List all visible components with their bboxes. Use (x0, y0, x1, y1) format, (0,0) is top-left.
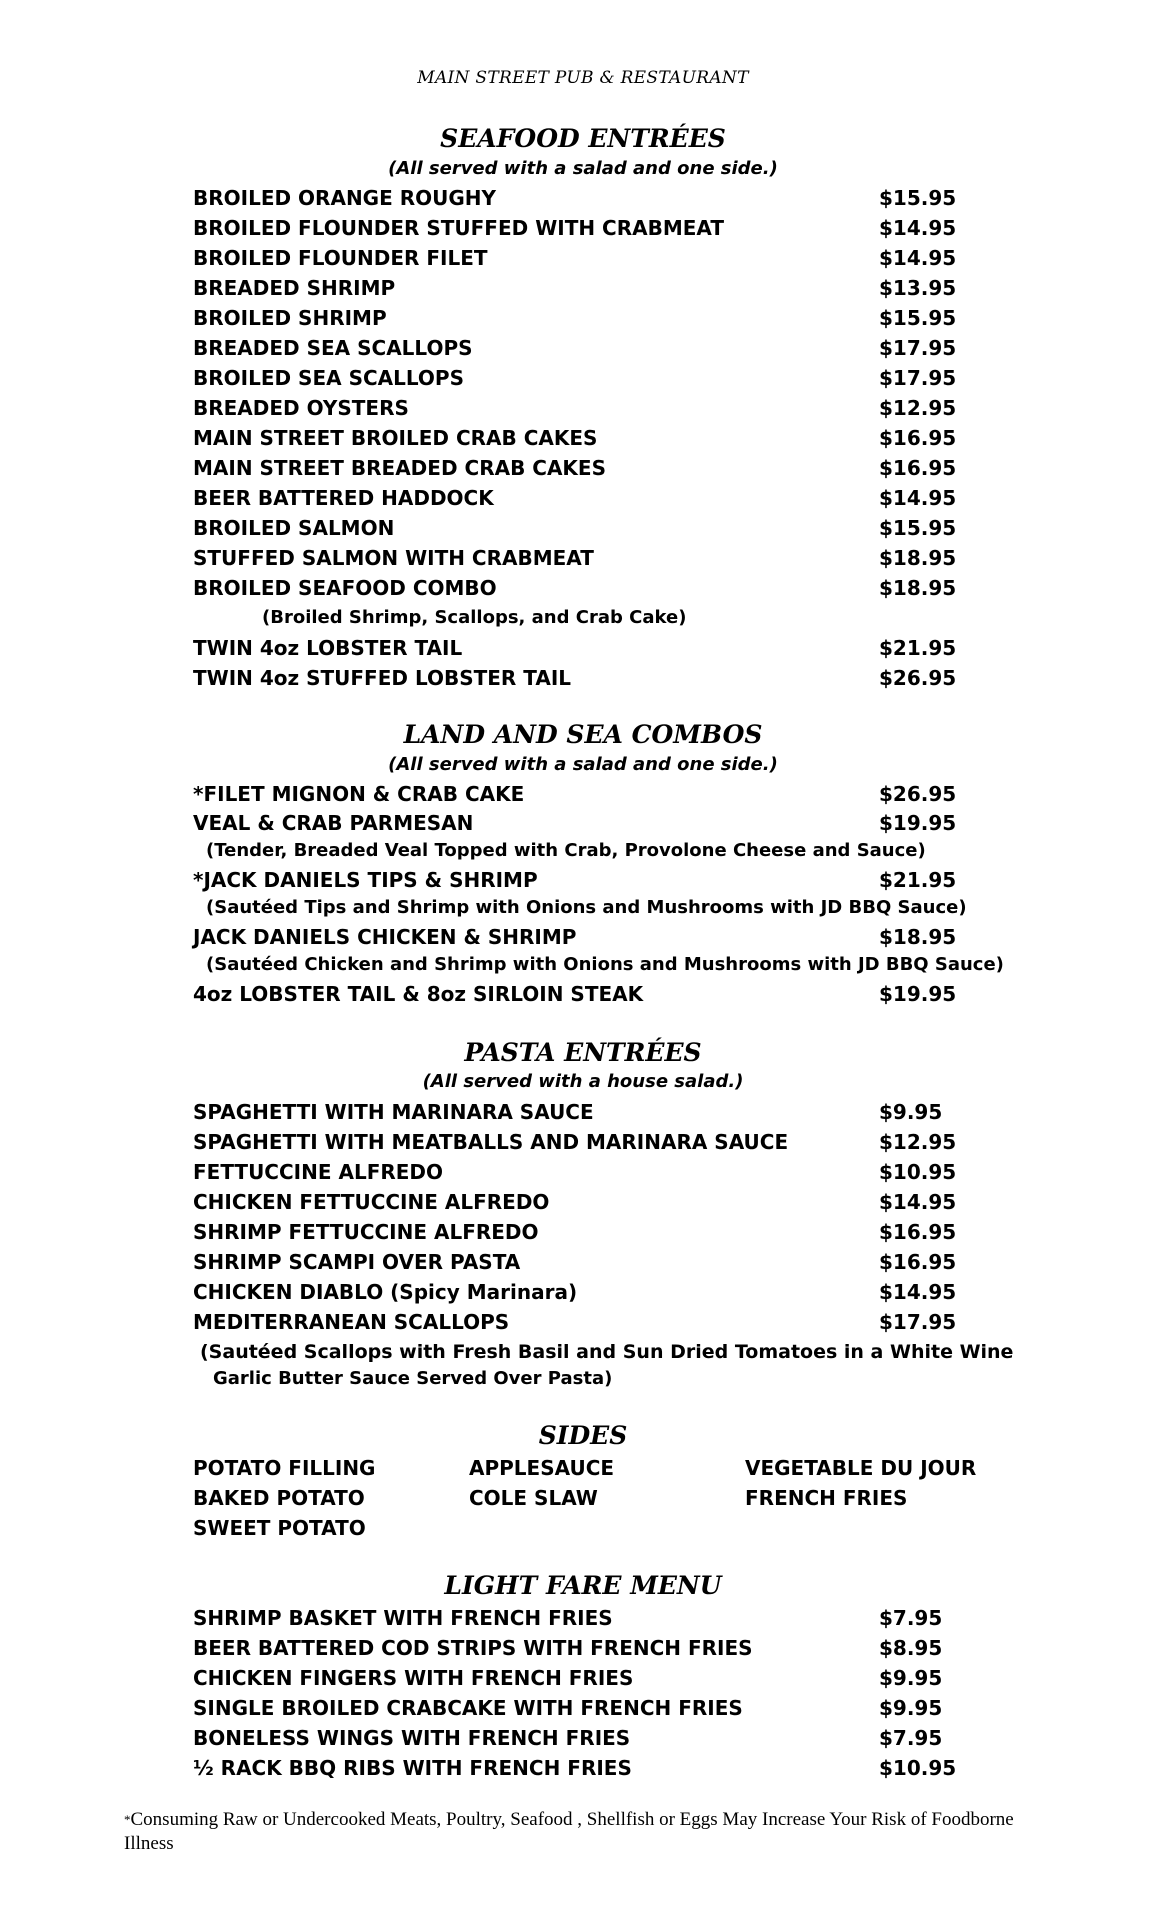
menu-item (193, 666, 993, 696)
item-price: $15.95 (879, 306, 957, 330)
item-price: $26.95 (879, 782, 957, 806)
side-item: VEGETABLE DU JOUR (745, 1456, 977, 1480)
seafood-subtitle: (All served with a salad and one side.) (388, 158, 778, 179)
item-price: $7.95 (879, 1606, 943, 1630)
side-item: APPLESAUCE (469, 1456, 615, 1480)
item-name: BROILED ORANGE ROUGHY (193, 186, 496, 210)
menu-item (193, 426, 993, 456)
side-item: FRENCH FRIES (745, 1486, 908, 1510)
menu-item (193, 186, 993, 216)
item-price: $15.95 (879, 516, 957, 540)
menu-item (193, 868, 993, 898)
item-name: VEAL & CRAB PARMESAN (193, 811, 474, 835)
item-name: BROILED SALMON (193, 516, 395, 540)
disclaimer-text: Consuming Raw or Undercooked Meats, Poultry, Seafood , Shellfish or Eggs May Increase Your Risk of Foodborne Illness (124, 1809, 1014, 1854)
item-name: 4oz LOBSTER TAIL & 8oz SIRLOIN STEAK (193, 982, 644, 1006)
sides-column-2 (469, 1456, 614, 1516)
menu-item (193, 1726, 993, 1756)
item-price: $14.95 (879, 1190, 957, 1214)
menu-item (193, 811, 993, 841)
item-name: BROILED SEA SCALLOPS (193, 366, 464, 390)
item-description: (Tender, Breaded Veal Topped with Crab, Provolone Cheese and Sauce) (206, 840, 926, 861)
item-name: SHRIMP SCAMPI OVER PASTA (193, 1250, 521, 1274)
landsea-subtitle: (All served with a salad and one side.) (388, 754, 778, 775)
item-price: $7.95 (879, 1726, 943, 1750)
item-price: $21.95 (879, 636, 957, 660)
item-description: (Sautéed Scallops with Fresh Basil and Sun Dried Tomatoes in a White Wine (200, 1341, 1014, 1363)
item-description: (Broiled Shrimp, Scallops, and Crab Cake) (262, 607, 687, 628)
side-item: BAKED POTATO (193, 1486, 365, 1510)
item-price: $9.95 (879, 1696, 943, 1720)
item-price: $14.95 (879, 1280, 957, 1304)
disclaimer-asterisk: * (124, 1812, 131, 1827)
item-name: MEDITERRANEAN SCALLOPS (193, 1310, 510, 1334)
item-name: BONELESS WINGS WITH FRENCH FRIES (193, 1726, 631, 1750)
item-name: STUFFED SALMON WITH CRABMEAT (193, 546, 594, 570)
item-name: *JACK DANIELS TIPS & SHRIMP (193, 868, 538, 892)
item-name: SPAGHETTI WITH MARINARA SAUCE (193, 1100, 594, 1124)
item-price: $17.95 (879, 1310, 957, 1334)
item-name: CHICKEN DIABLO (Spicy Marinara) (193, 1280, 578, 1304)
item-name: BREADED SEA SCALLOPS (193, 336, 473, 360)
menu-item (193, 276, 993, 306)
menu-item (193, 925, 993, 955)
item-price: $18.95 (879, 925, 957, 949)
menu-item (193, 456, 993, 486)
sides-title: SIDES (538, 1421, 628, 1450)
item-name: BROILED SHRIMP (193, 306, 387, 330)
sides-column-3 (745, 1456, 976, 1516)
item-name: JACK DANIELS CHICKEN & SHRIMP (193, 925, 577, 949)
item-price: $17.95 (879, 366, 957, 390)
item-price: $15.95 (879, 186, 957, 210)
landsea-title: LAND AND SEA COMBOS (403, 720, 763, 749)
menu-item (193, 246, 993, 276)
menu-item (193, 1280, 993, 1310)
health-disclaimer (124, 1808, 1054, 1856)
menu-item (193, 216, 993, 246)
item-price: $8.95 (879, 1636, 943, 1660)
item-price: $10.95 (879, 1160, 957, 1184)
menu-item (193, 1220, 993, 1250)
side-item: SWEET POTATO (193, 1516, 366, 1540)
item-description: (Sautéed Chicken and Shrimp with Onions and Mushrooms with JD BBQ Sauce) (206, 954, 1004, 975)
item-price: $18.95 (879, 546, 957, 570)
item-price: $14.95 (879, 216, 957, 240)
item-price: $18.95 (879, 576, 957, 600)
item-description: (Sautéed Tips and Shrimp with Onions and Mushrooms with JD BBQ Sauce) (206, 897, 967, 918)
menu-item (193, 1100, 993, 1130)
sides-column-1 (193, 1456, 375, 1546)
item-name: SINGLE BROILED CRABCAKE WITH FRENCH FRIES (193, 1696, 743, 1720)
item-price: $9.95 (879, 1666, 943, 1690)
item-price: $19.95 (879, 811, 957, 835)
item-price: $16.95 (879, 1220, 957, 1244)
menu-item (193, 396, 993, 426)
item-name: TWIN 4oz LOBSTER TAIL (193, 636, 463, 660)
item-name: ½ RACK BBQ RIBS WITH FRENCH FRIES (193, 1756, 632, 1780)
item-description: Garlic Butter Sauce Served Over Pasta) (213, 1368, 613, 1389)
menu-item (193, 1696, 993, 1726)
item-price: $16.95 (879, 456, 957, 480)
menu-item (193, 1636, 993, 1666)
menu-item (193, 546, 993, 576)
item-price: $14.95 (879, 486, 957, 510)
item-name: CHICKEN FETTUCCINE ALFREDO (193, 1190, 550, 1214)
menu-item (193, 982, 993, 1012)
item-name: BEER BATTERED HADDOCK (193, 486, 494, 510)
menu-item (193, 516, 993, 546)
item-name: *FILET MIGNON & CRAB CAKE (193, 782, 525, 806)
item-name: TWIN 4oz STUFFED LOBSTER TAIL (193, 666, 572, 690)
item-name: BREADED SHRIMP (193, 276, 396, 300)
item-price: $12.95 (879, 1130, 957, 1154)
item-name: MAIN STREET BREADED CRAB CAKES (193, 456, 606, 480)
item-price: $26.95 (879, 666, 957, 690)
pasta-subtitle: (All served with a house salad.) (422, 1071, 744, 1092)
menu-item (193, 1160, 993, 1190)
menu-item (193, 486, 993, 516)
item-price: $14.95 (879, 246, 957, 270)
item-price: $21.95 (879, 868, 957, 892)
item-name: SHRIMP BASKET WITH FRENCH FRIES (193, 1606, 613, 1630)
item-name: SHRIMP FETTUCCINE ALFREDO (193, 1220, 539, 1244)
item-name: MAIN STREET BROILED CRAB CAKES (193, 426, 598, 450)
restaurant-name: MAIN STREET PUB & RESTAURANT (417, 68, 749, 88)
item-name: CHICKEN FINGERS WITH FRENCH FRIES (193, 1666, 634, 1690)
item-name: BROILED FLOUNDER STUFFED WITH CRABMEAT (193, 216, 724, 240)
item-price: $13.95 (879, 276, 957, 300)
item-price: $17.95 (879, 336, 957, 360)
menu-item (193, 1606, 993, 1636)
menu-item (193, 1250, 993, 1280)
item-price: $19.95 (879, 982, 957, 1006)
menu-item (193, 576, 993, 606)
menu-item (193, 306, 993, 336)
item-price: $10.95 (879, 1756, 957, 1780)
menu-item (193, 1190, 993, 1220)
seafood-title: SEAFOOD ENTRÉES (440, 124, 726, 153)
item-price: $16.95 (879, 426, 957, 450)
menu-item (193, 636, 993, 666)
side-item: POTATO FILLING (193, 1456, 376, 1480)
item-price: $9.95 (879, 1100, 943, 1124)
pasta-title: PASTA ENTRÉES (464, 1038, 702, 1067)
side-item: COLE SLAW (469, 1486, 598, 1510)
item-name: BROILED FLOUNDER FILET (193, 246, 488, 270)
menu-item (193, 1310, 993, 1340)
item-name: SPAGHETTI WITH MEATBALLS AND MARINARA SAUCE (193, 1130, 789, 1154)
menu-item (193, 782, 993, 812)
menu-item (193, 1666, 993, 1696)
menu-item (193, 336, 993, 366)
menu-item (193, 1130, 993, 1160)
item-name: BEER BATTERED COD STRIPS WITH FRENCH FRIES (193, 1636, 753, 1660)
light-fare-title: LIGHT FARE MENU (444, 1571, 722, 1600)
item-price: $16.95 (879, 1250, 957, 1274)
item-price: $12.95 (879, 396, 957, 420)
item-name: BROILED SEAFOOD COMBO (193, 576, 497, 600)
menu-item (193, 366, 993, 396)
menu-item (193, 1756, 993, 1786)
item-name: BREADED OYSTERS (193, 396, 409, 420)
item-name: FETTUCCINE ALFREDO (193, 1160, 444, 1184)
